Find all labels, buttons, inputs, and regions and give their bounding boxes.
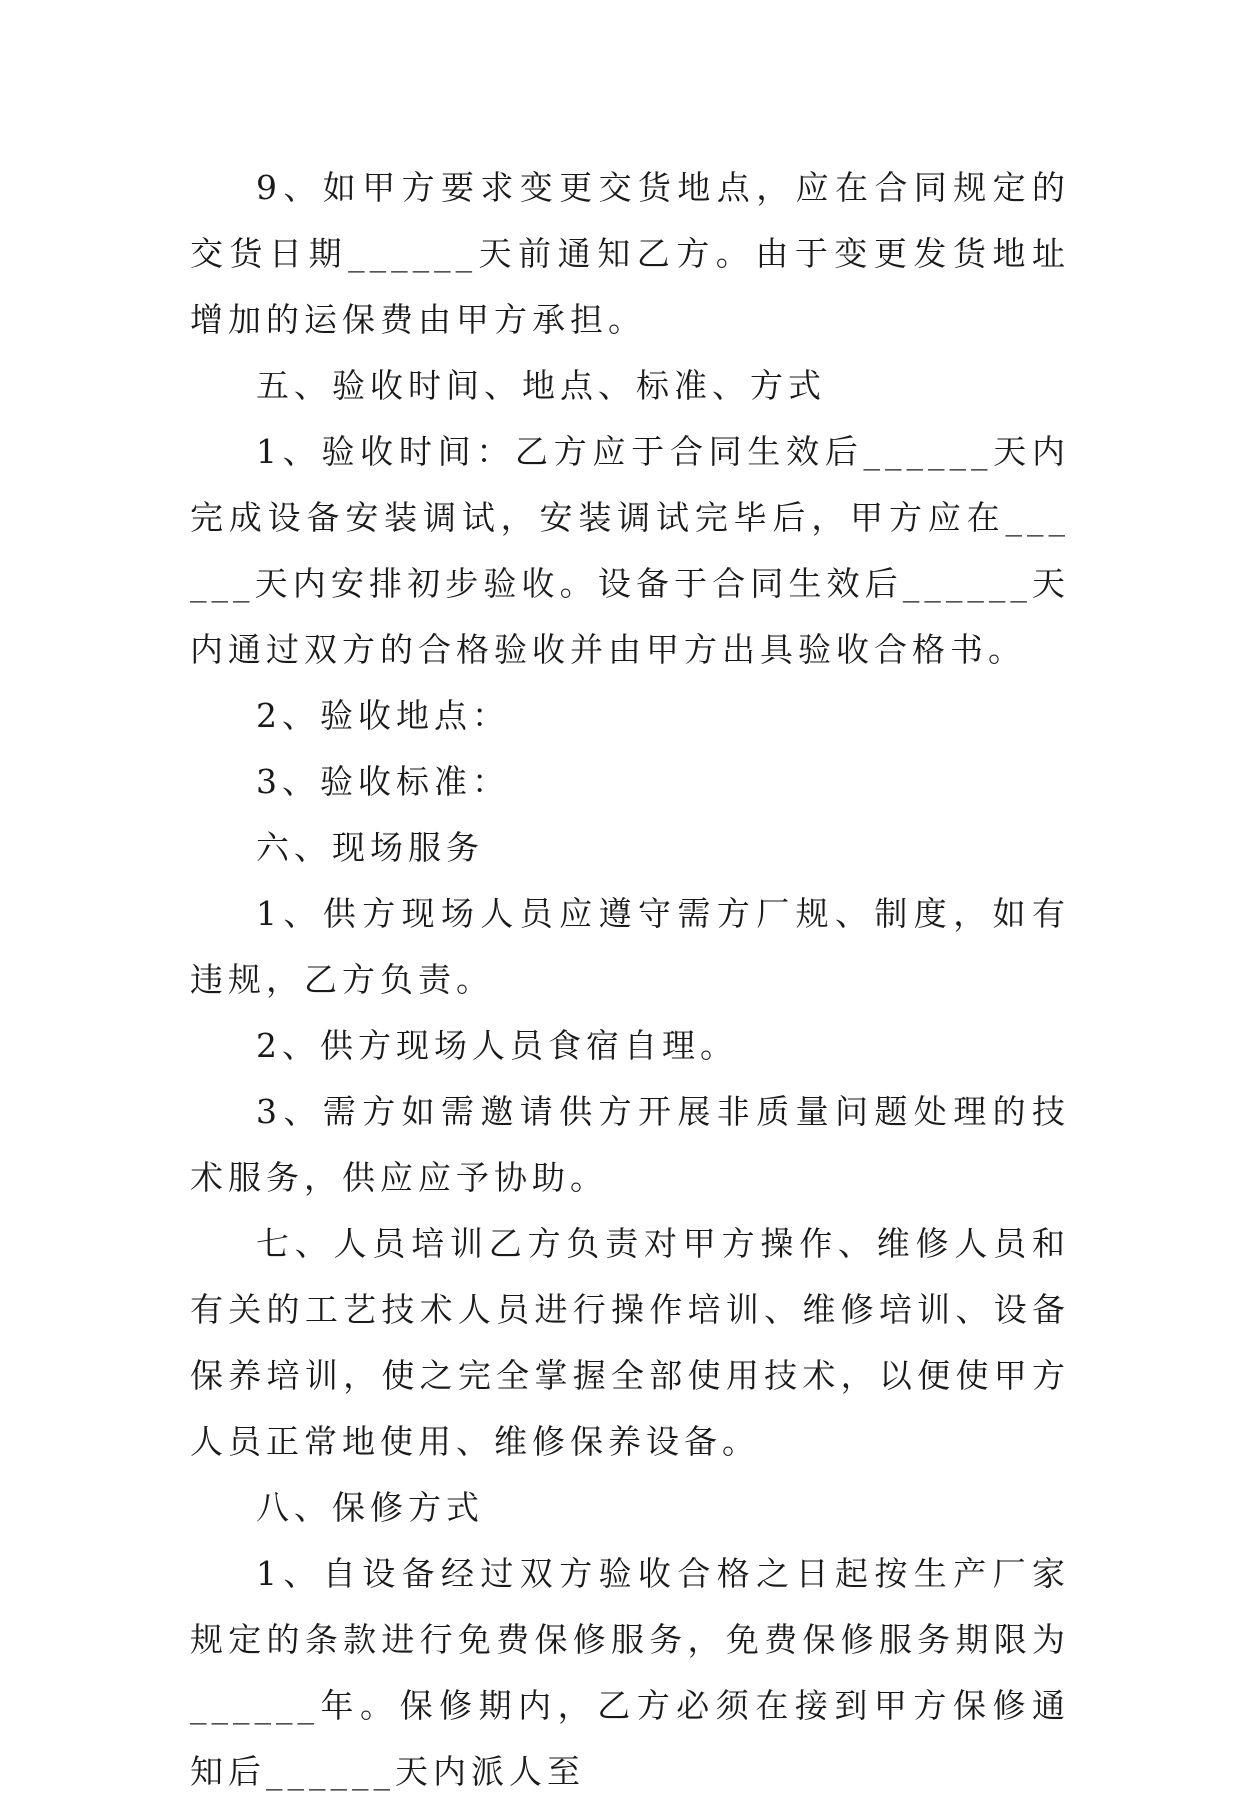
paragraph-acceptance-place: 2、验收地点： [256,696,510,735]
paragraph-onsite-rules: 1、供方现场人员应遵守需方厂规、制度，如有违规，乙方负责。 [190,894,1070,999]
paragraph-delivery-change: 9、如甲方要求变更交货地点，应在合同规定的交货日期______天前通知乙方。由于变更发货地址增加的运保费由甲方承担。 [190,168,1070,339]
section-heading-acceptance: 五、验收时间、地点、标准、方式 [256,366,826,405]
section-heading-onsite-service: 六、现场服务 [256,828,484,867]
paragraph-warranty-terms: 1、自设备经过双方验收合格之日起按生产厂家规定的条款进行免费保修服务，免费保修服务期限为______年。保修期内，乙方必须在接到甲方保修通知后______天内派人至 [190,1554,1070,1791]
document-body [190,155,1070,1805]
paragraph-onsite-lodging: 2、供方现场人员食宿自理。 [256,1026,738,1065]
paragraph-acceptance-time: 1、验收时间：乙方应于合同生效后______天内完成设备安装调试，安装调试完毕后，甲方应在______天内安排初步验收。设备于合同生效后______天内通过双方的合格验收并由甲方出具验收合格书。 [190,432,1070,669]
paragraph-acceptance-standard: 3、验收标准： [256,762,510,801]
paragraph-training: 七、人员培训乙方负责对甲方操作、维修人员和有关的工艺技术人员进行操作培训、维修培训、设备保养培训，使之完全掌握全部使用技术，以便使甲方人员正常地使用、维修保养设备。 [190,1224,1070,1461]
section-heading-warranty: 八、保修方式 [256,1488,484,1527]
paragraph-tech-service: 3、需方如需邀请供方开展非质量问题处理的技术服务，供应应予协助。 [190,1092,1070,1197]
